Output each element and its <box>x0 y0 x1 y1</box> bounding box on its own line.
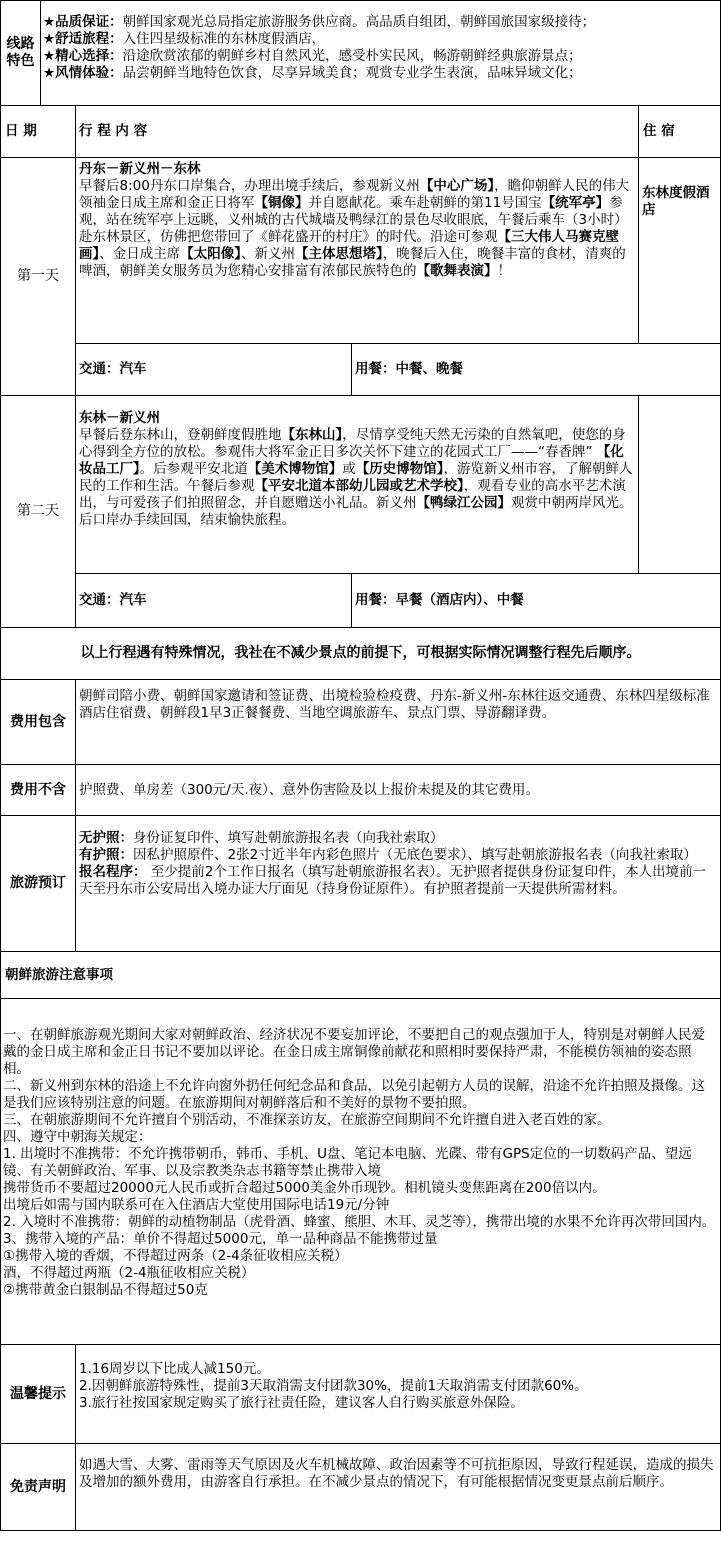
note-line: 出境后如需与国内联系可在入住酒店大堂使用国际电话19元/分钟 <box>3 1197 390 1213</box>
notes-body <box>1 999 720 1344</box>
disclaimer-row <box>0 1444 721 1531</box>
attraction-highlight: 【主体思想塔】 <box>295 246 383 262</box>
feature-item <box>43 65 718 82</box>
note-line: 2. 入境时不准携带：朝鲜的动植物制品（虎骨酒、蜂蜜、熊胆、木耳、灵芝等），携带出境的水果不允许再次带回国内。 <box>3 1214 716 1230</box>
note-line: 3、携带入境的产品：单价不得超过5000元，单一品种商品不能携带过量 <box>3 1231 438 1247</box>
adjustment-notice-row <box>0 628 721 680</box>
feature-text: 沿途欣赏浓郁的朝鲜乡村自然风光，感受朴实民风，畅游朝鲜经典旅游景点； <box>122 48 582 64</box>
day1-row <box>0 158 721 396</box>
itinerary-text: 观赏中朝两岸风光。后口岸办手续回国，结束愉快旅程。 <box>79 495 633 528</box>
day2-detail <box>76 396 720 574</box>
day2-text <box>79 427 635 529</box>
booking-text: 因私护照原件、2张2寸近半年内彩色照片（无底色要求）、填写赴朝旅游报名表（向我社索取） <box>133 847 697 863</box>
tips-list <box>76 1345 720 1443</box>
features-label: 线路特色 <box>1 1 41 105</box>
attraction-highlight: 【歌舞表演】 <box>416 263 498 279</box>
itinerary-text: ，游览新义州市容，了解朝鲜人民的工作和生活。午餐后参观 <box>79 461 633 494</box>
day1-title: 丹东－新义州－东林 <box>79 161 201 177</box>
attraction-highlight: 【铜像】 <box>254 195 309 211</box>
booking-key: 报名程序： <box>79 864 147 880</box>
day1-hotel: 东林度假酒店 <box>642 185 710 218</box>
itinerary-text: 。后参观平安北道 <box>139 461 248 477</box>
booking-list <box>76 816 720 951</box>
day2-transport: 交通：汽车 <box>76 574 352 627</box>
attraction-highlight: 【太阳像】 <box>180 246 241 262</box>
attraction-highlight: 【化妆品工厂】 <box>79 444 624 477</box>
itinerary-text: ，瞻仰朝鲜人民的伟大领袖金日成主席和金正日将军 <box>79 178 630 211</box>
booking-label: 旅游预订 <box>1 816 76 951</box>
header-hotel: 住 宿 <box>643 123 675 139</box>
feature-key: ★精心选择： <box>43 48 123 64</box>
booking-item <box>79 830 717 847</box>
included-text: 朝鲜司陪小费、朝鲜国家邀请和签证费、出境检验检疫费、丹东-新义州-东林往返交通费、东林四星级标准酒店住宿费、朝鲜段1早3正餐餐费、当地空调旅游车、景点门票、导游翻译费。 <box>79 688 710 721</box>
itinerary-text: ！ <box>497 263 511 279</box>
table-header-row <box>0 106 721 158</box>
header-date: 日 期 <box>1 106 76 157</box>
itinerary-text: 并自愿献花。乘车赴朝鲜的第11号国宝 <box>308 195 542 211</box>
attraction-highlight: 【鸭绿江公园】 <box>416 495 511 511</box>
excluded-label: 费用不含 <box>1 765 76 815</box>
feature-item <box>43 48 718 65</box>
disclaimer-label: 免责声明 <box>1 1444 76 1530</box>
note-line: ①携带入境的香烟，不得超过两条（2-4条征收相应关税） <box>3 1248 348 1264</box>
note-line: ②携带黄金白银制品不得超过50克 <box>3 1282 208 1298</box>
attraction-highlight: 【东林山】 <box>281 427 343 443</box>
itinerary-text: 早餐后8:00丹东口岸集合，办理出境手续后，参观新义州 <box>79 178 420 194</box>
feature-item <box>43 14 718 31</box>
tip-item: 1.16周岁以下比成人减150元。 <box>79 1361 270 1377</box>
day2-meals: 用餐：早餐（酒店内）、中餐 <box>355 592 524 608</box>
note-line: 1. 出境时不准携带：不允许携带朝币，韩币、手机、U盘、笔记本电脑、光碟、带有GPS定位的一切数码产品、望远镜、有关朝鲜政治、军事、以及宗教类杂志书籍等禁止携带入境 <box>3 1146 692 1179</box>
tip-item: 2.因朝鲜旅游特殊性，提前3天取消需支付团款30%，提前1天取消需支付团款60%。 <box>79 1378 588 1394</box>
booking-text: 身份证复印件、填写赴朝旅游报名表（向我社索取） <box>133 830 444 846</box>
itinerary-text: 、新义州 <box>241 246 295 262</box>
excluded-row <box>0 765 721 816</box>
booking-key: 有护照： <box>79 847 133 863</box>
feature-text: 入住四星级标准的东林度假酒店， <box>122 31 326 47</box>
tip-item: 3.旅行社按国家规定购买了旅行社责任险，建议客人自行购买旅意外保险。 <box>79 1395 524 1411</box>
day1-transport: 交通：汽车 <box>76 344 352 395</box>
day1-description <box>76 158 639 343</box>
day2-label: 第二天 <box>1 396 76 627</box>
excluded-text: 护照费、单房差（300元/天.夜）、意外伤害险及以上报价未提及的其它费用。 <box>79 781 539 798</box>
itinerary-text: 参观，站在统军亭上远眺，义州城的古代城墙及鸭绿江的景色尽收眼底，午餐后乘车（3小时）赴东林景区，仿佛把您带回了《鲜花盛开的村庄》的时代。沿途可参观 <box>79 195 628 245</box>
day2-title: 东林－新义州 <box>79 410 160 426</box>
feature-text: 品尝朝鲜当地特色饮食，尽享异域美食；观赏专业学生表演，品味异域文化； <box>122 65 582 81</box>
included-label: 费用包含 <box>1 680 76 764</box>
note-line: 一、在朝鲜旅游观光期间大家对朝鲜政治、经济状况不要妄加评论，不要把自己的观点强加于人，特别是对朝鲜人民爱戴的金日成主席和金正日书记不要加以评论。在金日成主席铜像前献花和照相时要保持严肃，不能模仿领袖的姿态照相。 <box>3 1027 705 1077</box>
notes-row <box>0 999 721 1345</box>
day1-label: 第一天 <box>1 158 76 395</box>
day2-description <box>76 396 639 573</box>
day2-body <box>76 396 720 627</box>
notes-title: 朝鲜旅游注意事项 <box>5 966 113 983</box>
features-row <box>0 0 721 106</box>
feature-text: 朝鲜国家观光总局指定旅游服务供应商。高品质自组团，朝鲜国旅国家级接待； <box>122 14 596 30</box>
attraction-highlight: 【历史博物馆】 <box>355 461 444 477</box>
adjustment-notice: 以上行程遇有特殊情况，我社在不减少景点的前提下，可根据实际情况调整行程先后顺序。 <box>80 645 641 661</box>
day2-row <box>0 396 721 628</box>
booking-key: 无护照： <box>79 830 133 846</box>
features-list <box>41 1 720 105</box>
itinerary-text: ，观看专业的高水平艺术演出，与可爱孩子们拍照留念，并自愿赠送小礼品。新义州 <box>79 478 626 511</box>
booking-item <box>79 864 717 898</box>
note-line: 携带货币不要超过20000元人民币或折合超过5000美金外币现钞。相机镜头变焦距离在200倍以内。 <box>3 1180 606 1196</box>
tips-label: 温馨提示 <box>1 1345 76 1443</box>
note-line: 四、遵守中朝海关规定： <box>3 1129 152 1145</box>
note-line: 三、在朝旅游期间不允许擅自个别活动，不准探亲访友，在旅游空间期间不允许擅自进入老百姓的家。 <box>3 1112 611 1128</box>
attraction-highlight: 【中心广场】 <box>419 178 495 194</box>
day2-logistics <box>76 574 720 627</box>
notes-title-row <box>0 952 721 999</box>
tips-row <box>0 1345 721 1444</box>
included-row <box>0 680 721 765</box>
itinerary-text: ，尽情享受纯天然无污染的自然氧吧，使您的身心得到全方位的放松。参观伟大将军金正日多次关怀下建立的花园式工厂——“春香牌” <box>79 427 626 460</box>
itinerary-text: 早餐后登东林山，登朝鲜度假胜地 <box>79 427 282 443</box>
booking-row <box>0 816 721 952</box>
day1-body <box>76 158 720 395</box>
attraction-highlight: 【三大伟人马赛克壁画】 <box>79 229 619 262</box>
day1-detail <box>76 158 720 344</box>
note-line: 酒，不得超过两瓶（2-4瓶征收相应关税） <box>3 1265 255 1281</box>
day2-hotel <box>639 396 720 573</box>
attraction-highlight: 【平安北道本部幼儿园或艺术学校】 <box>254 478 464 494</box>
feature-item <box>43 31 718 48</box>
feature-key: ★品质保证： <box>43 14 123 30</box>
itinerary-text: 或 <box>342 461 356 477</box>
disclaimer-text: 如遇大雪、大雾、雷雨等天气原因及火车机械故障、政治因素等不可抗拒原因，导致行程延误，造成的损失及增加的额外费用，由游客自行承担。在不减少景点的情况下，有可能根据情况变更景点前后顺序。 <box>79 1457 714 1490</box>
day1-logistics <box>76 344 720 395</box>
itinerary-text: 、金日成主席 <box>99 246 181 262</box>
feature-key: ★风情体验： <box>43 65 123 81</box>
attraction-highlight: 【美术博物馆】 <box>247 461 343 477</box>
day1-text <box>79 178 635 280</box>
booking-item <box>79 847 717 864</box>
attraction-highlight: 【统军亭】 <box>541 195 610 211</box>
itinerary-text: ，晚餐后入住，晚餐丰富的食材，清爽的啤酒，朝鲜美女服务员为您精心安排富有浓郁民族特色的 <box>79 246 626 279</box>
feature-key: ★舒适旅程： <box>43 31 123 47</box>
day1-meals: 用餐：中餐、晚餐 <box>355 361 463 377</box>
booking-text: 至少提前2个工作日报名（填写赴朝旅游报名表）。无护照者提供身份证复印件，本人出境前一天至丹东市公安局出入境办证大厅面见（持身份证原件）。有护照者提前一天提供所需材料。 <box>79 864 707 897</box>
header-itinerary: 行 程 内 容 <box>76 106 639 157</box>
note-line: 二、新义州到东林的沿途上不允许向窗外扔任何纪念品和食品，以免引起朝方人员的误解，沿途不允许拍照及摄像。这是我们应该特别注意的问题。在旅游期间对朝鲜落后和不美好的景物不要拍照。 <box>3 1078 705 1111</box>
